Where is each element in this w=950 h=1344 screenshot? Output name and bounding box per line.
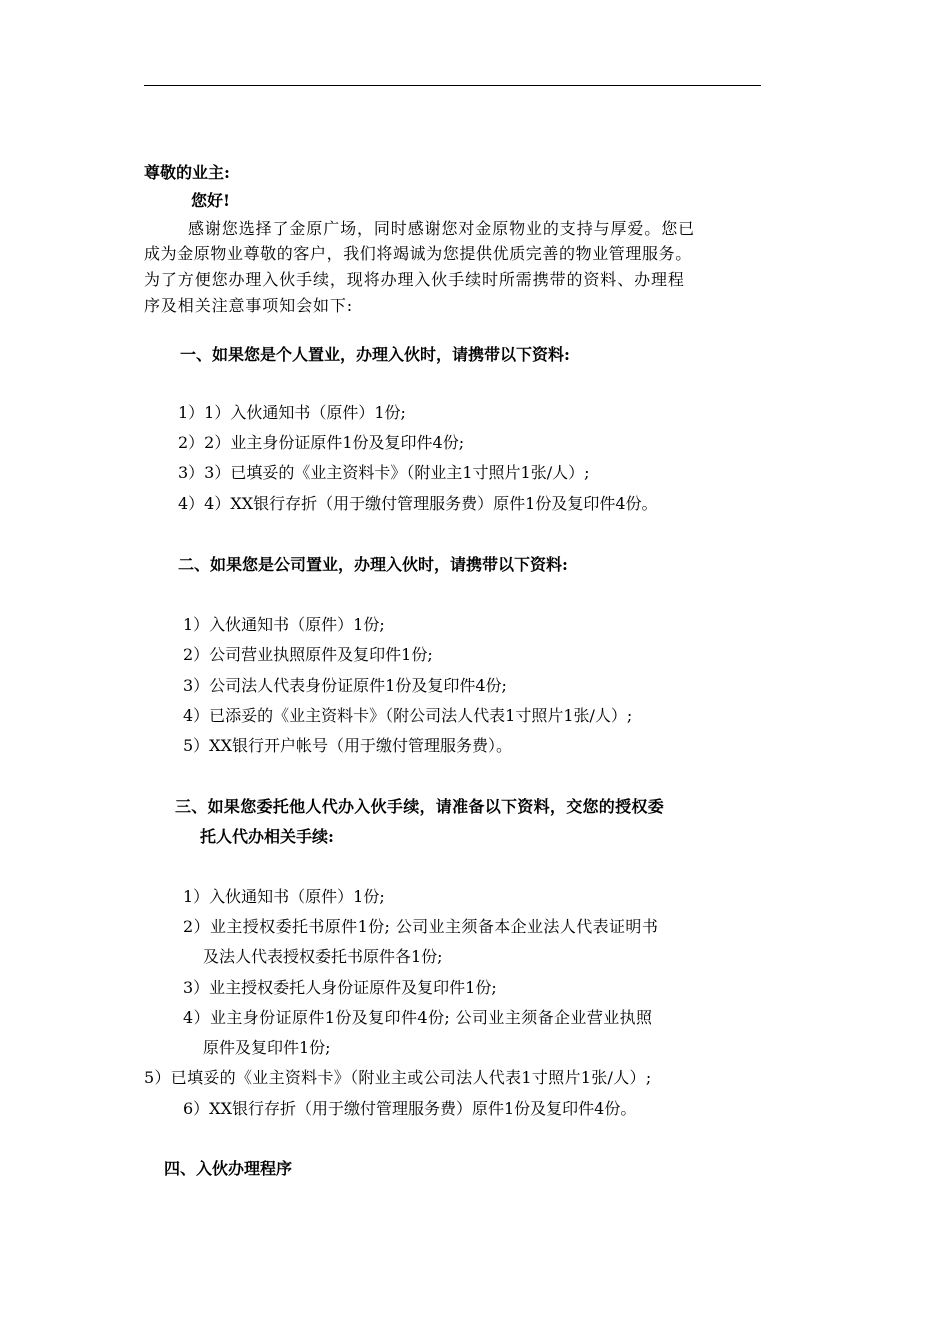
section-3-item: 4）业主身份证原件1份及复印件4份; 公司业主须备企业营业执照 <box>183 1008 653 1027</box>
section-4-title: 四、入伙办理程序 <box>164 1159 293 1178</box>
section-2-item: 3）公司法人代表身份证原件1份及复印件4份; <box>183 676 507 695</box>
section-2-item: 4）已添妥的《业主资料卡》（附公司法人代表1寸照片1张/人）; <box>183 706 633 725</box>
intro-line-4: 序及相关注意事项知会如下: <box>144 296 354 315</box>
intro-line-2: 成为金原物业尊敬的客户，我们将竭诚为您提供优质完善的物业管理服务。 <box>144 244 692 263</box>
section-3-item: 3）业主授权委托人身份证原件及复印件1份; <box>183 978 497 997</box>
intro-line-1: 感谢您选择了金原广场，同时感谢您对金原物业的支持与厚爱。您已 <box>188 219 696 238</box>
section-1-item: 2）2）业主身份证原件1份及复印件4份; <box>178 433 465 452</box>
intro-line-3: 为了方便您办理入伙手续，现将办理入伙手续时所需携带的资料、办理程 <box>144 270 685 289</box>
section-3-title-cont: 托人代办相关手续: <box>200 827 334 846</box>
section-3-item: 2）业主授权委托书原件1份; 公司业主须备本企业法人代表证明书 <box>183 917 659 936</box>
section-1-item: 1）1）入伙通知书（原件）1份; <box>178 403 406 422</box>
greeting: 尊敬的业主: <box>144 163 230 182</box>
section-1-item: 4）4）XX银行存折（用于缴付管理服务费）原件1份及复印件4份。 <box>178 494 658 513</box>
section-3-item: 5）已填妥的《业主资料卡》（附业主或公司法人代表1寸照片1张/人）; <box>144 1068 652 1087</box>
section-3-item: 6）XX银行存折（用于缴付管理服务费）原件1份及复印件4份。 <box>183 1099 637 1118</box>
section-1-item: 3）3）已填妥的《业主资料卡》（附业主1寸照片1张/人）; <box>178 463 590 482</box>
section-2-item: 2）公司营业执照原件及复印件1份; <box>183 645 433 664</box>
section-1-title: 一、如果您是个人置业，办理入伙时，请携带以下资料: <box>180 345 570 364</box>
section-3-item: 1）入伙通知书（原件）1份; <box>183 887 385 906</box>
section-2-item: 5）XX银行开户帐号（用于缴付管理服务费）。 <box>183 736 512 755</box>
hello: 您好! <box>191 191 231 210</box>
section-3-item-cont: 原件及复印件1份; <box>203 1038 331 1057</box>
header-rule <box>144 85 761 86</box>
section-2-title: 二、如果您是公司置业，办理入伙时，请携带以下资料: <box>178 555 568 574</box>
section-2-item: 1）入伙通知书（原件）1份; <box>183 615 385 634</box>
section-3-title: 三、如果您委托他人代办入伙手续，请准备以下资料，交您的授权委 <box>175 797 665 816</box>
section-3-item-cont: 及法人代表授权委托书原件各1份; <box>203 947 443 966</box>
